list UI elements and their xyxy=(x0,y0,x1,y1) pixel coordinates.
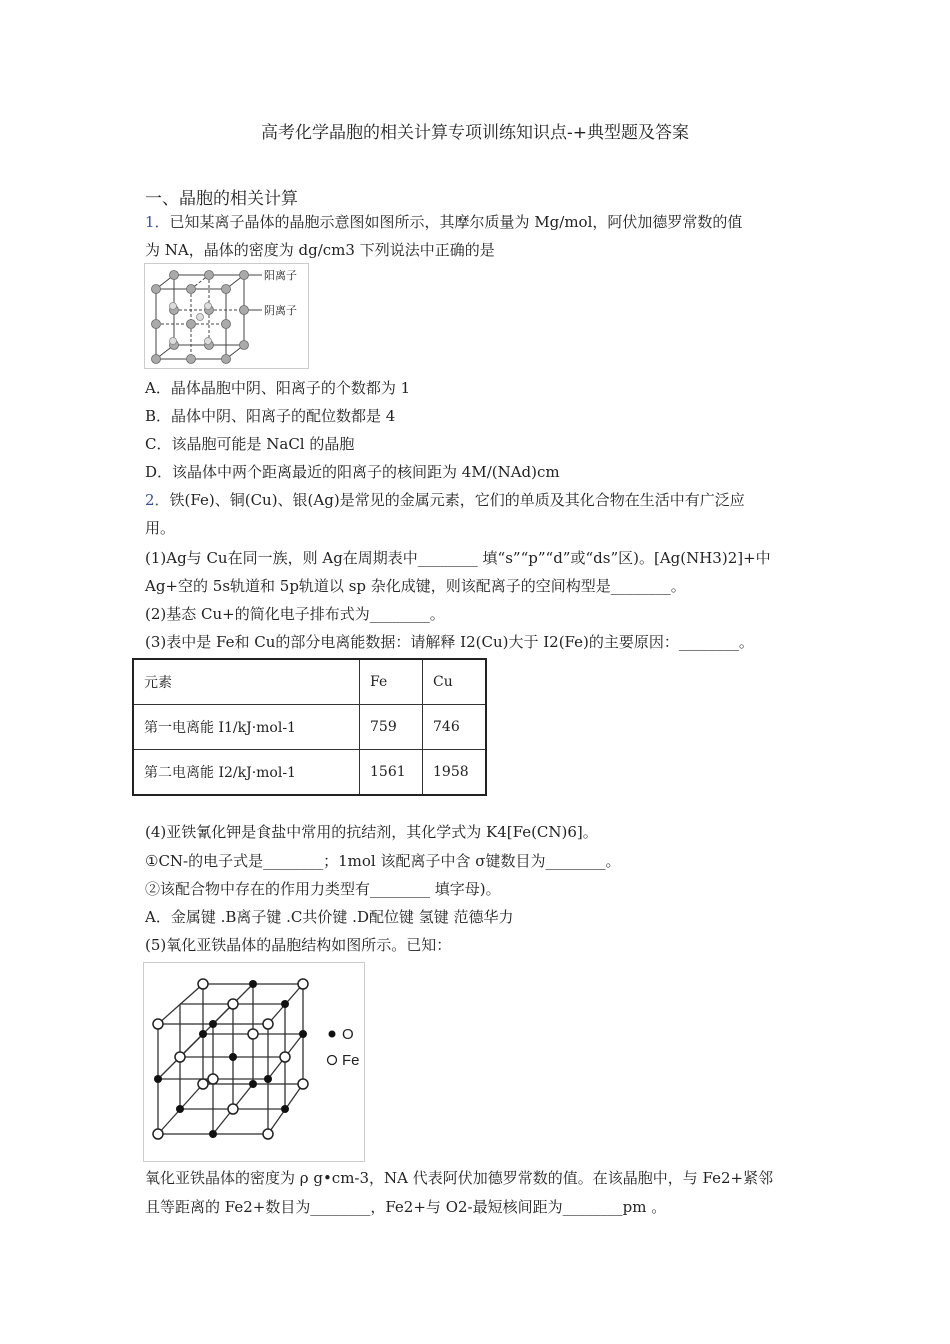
q1-text-1: 已知某离子晶体的晶胞示意图如图所示，其摩尔质量为 Mg/mol，阿伏加德罗常数的值 xyxy=(169,213,743,231)
table-row xyxy=(133,705,486,750)
q2-part-4: (4)亚铁氰化钾是食盐中常用的抗结剂，其化学式为 K4[Fe(CN)6]。 xyxy=(145,823,598,841)
q2-part-3: (3)表中是 Fe和 Cu的部分电离能数据：请解释 I2(Cu)大于 I2(Fe)的主要原因：________。 xyxy=(145,633,754,651)
q2-part-5: (5)氧化亚铁晶体的晶胞结构如图所示。已知： xyxy=(145,936,452,954)
table-cell: 1561 xyxy=(360,750,423,796)
page-title: 高考化学晶胞的相关计算专项训练知识点-+典型题及答案 xyxy=(261,123,689,143)
q1-number: 1． xyxy=(145,213,170,231)
q2-part-4-options: A．金属键 .B离子键 .C共价键 .D配位键 氢键 范德华力 xyxy=(145,908,514,926)
feo-crystal-cell-figure xyxy=(143,962,365,1162)
q1-option-a: A．晶体晶胞中阴、阳离子的个数都为 1 xyxy=(145,379,411,397)
q1-option-b: B．晶体中阴、阳离子的配位数都是 4 xyxy=(145,407,396,425)
q1-text-2: 为 NA，晶体的密度为 dg/cm3 下列说法中正确的是 xyxy=(145,241,495,259)
q2-part-1b: Ag+空的 5s轨道和 5p轨道以 sp 杂化成键，则该配离子的空间构型是________。 xyxy=(145,577,686,595)
q2-part-2: (2)基态 Cu+的简化电子排布式为________。 xyxy=(145,605,445,623)
q2-number: 2． xyxy=(145,491,170,509)
table-header-cell: Fe xyxy=(360,659,423,705)
ionization-energy-table xyxy=(132,658,487,796)
q2-text-2: 用。 xyxy=(145,519,176,537)
cation-label: 阳离子 xyxy=(264,270,297,282)
table-cell: 第一电离能 I1/kJ·mol-1 xyxy=(133,705,360,750)
table-header-row xyxy=(133,659,486,705)
table-header-cell: 元素 xyxy=(133,659,360,705)
q1-line-1 xyxy=(145,212,742,232)
ionic-crystal-cell-figure xyxy=(144,263,309,369)
iron-legend-marker xyxy=(328,1056,337,1065)
q2-part-5-text-2: 且等距离的 Fe2+数目为________，Fe2+与 O2-最短核间距为________pm 。 xyxy=(145,1198,667,1216)
q1-option-d: D．该晶体中两个距离最近的阳离子的核间距为 4M/(NAd)cm xyxy=(145,463,560,481)
oxygen-legend-label: O xyxy=(342,1026,354,1043)
table-header-cell: Cu xyxy=(423,659,487,705)
oxygen-legend-marker xyxy=(329,1031,336,1038)
table-row xyxy=(133,750,486,796)
q2-part-4-1: ①CN-的电子式是________；1mol 该配离子中含 σ键数目为________。 xyxy=(145,852,621,870)
table-cell: 759 xyxy=(360,705,423,750)
q2-part-1a: (1)Ag与 Cu在同一族，则 Ag在周期表中________ 填“s”“p”“d”或“ds”区)。[Ag(NH3)2]+中 xyxy=(145,549,771,567)
q2-part-4-2: ②该配合物中存在的作用力类型有________ 填字母)。 xyxy=(145,880,501,898)
table-cell: 746 xyxy=(423,705,487,750)
section-heading: 一、晶胞的相关计算 xyxy=(145,189,298,209)
q2-line-1 xyxy=(145,490,745,510)
table-cell: 第二电离能 I2/kJ·mol-1 xyxy=(133,750,360,796)
q1-option-c: C．该晶胞可能是 NaCl 的晶胞 xyxy=(145,435,355,453)
iron-legend-label: Fe xyxy=(342,1052,360,1069)
table-cell: 1958 xyxy=(423,750,487,796)
q2-part-5-text-1: 氧化亚铁晶体的密度为 ρ g•cm-3，NA 代表阿伏加德罗常数的值。在该晶胞中，与 Fe2+紧邻 xyxy=(145,1169,774,1187)
q2-text-1: 铁(Fe)、铜(Cu)、银(Ag)是常见的金属元素，它们的单质及其化合物在生活中有广泛应 xyxy=(169,491,745,509)
anion-label: 阴离子 xyxy=(264,305,297,317)
